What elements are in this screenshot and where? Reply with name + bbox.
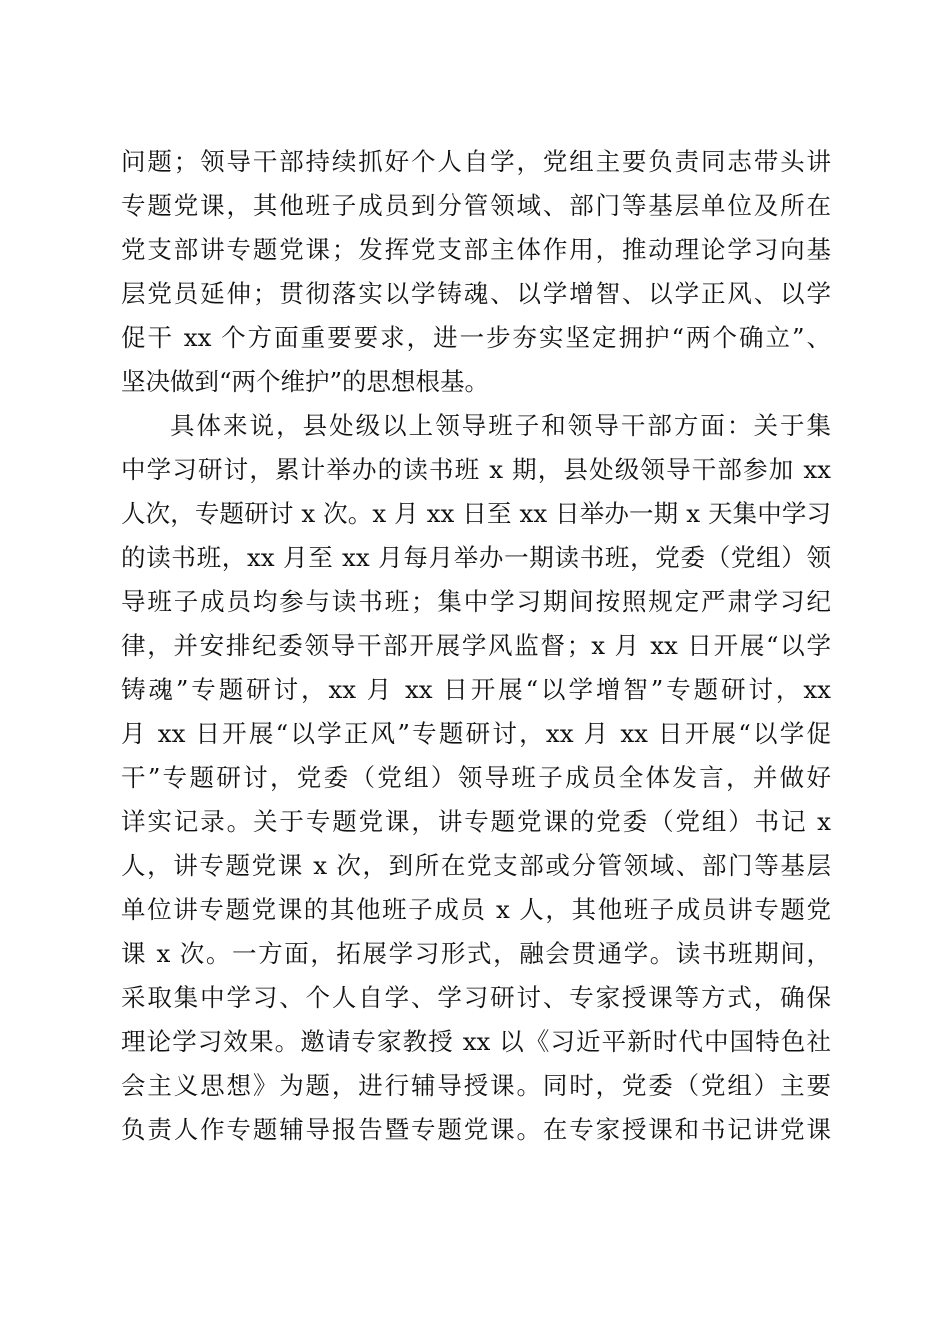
- text-line: 具体来说，县处级以上领导班子和领导干部方面：关于集: [170, 411, 831, 440]
- text-line: 课 x 次。一方面，拓展学习形式，融会贯通学。读书班期间，: [121, 939, 831, 968]
- paragraph-2: [121, 404, 831, 1152]
- text-line: 人次，专题研讨 x 次。x 月 xx 日至 xx 日举办一期 x 天集中学习: [121, 499, 831, 528]
- text-line: 层党员延伸；贯彻落实以学铸魂、以学增智、以学正风、以学: [121, 279, 831, 308]
- text-line: 的读书班，xx 月至 xx 月每月举办一期读书班，党委（党组）领: [121, 543, 831, 572]
- text-line: 中学习研讨，累计举办的读书班 x 期，县处级领导干部参加 xx: [121, 455, 831, 484]
- text-line: 人，讲专题党课 x 次，到所在党支部或分管领域、部门等基层: [121, 851, 831, 880]
- text-line: 采取集中学习、个人自学、学习研讨、专家授课等方式，确保: [121, 983, 831, 1012]
- text-line: 详实记录。关于专题党课，讲专题党课的党委（党组）书记 x: [121, 807, 831, 836]
- text-line: 单位讲专题党课的其他班子成员 x 人，其他班子成员讲专题党: [121, 895, 831, 924]
- text-line: 促干 xx 个方面重要要求，进一步夯实坚定拥护“两个确立”、: [121, 323, 831, 352]
- text-line: 党支部讲专题党课；发挥党支部主体作用，推动理论学习向基: [121, 235, 831, 264]
- text-line: 干”专题研讨，党委（党组）领导班子成员全体发言，并做好: [121, 763, 831, 792]
- text-line: 会主义思想》为题，进行辅导授课。同时，党委（党组）主要: [121, 1071, 831, 1100]
- text-line: 负责人作专题辅导报告暨专题党课。在专家授课和书记讲党课: [121, 1115, 831, 1144]
- text-line: 专题党课，其他班子成员到分管领域、部门等基层单位及所在: [121, 191, 831, 220]
- text-line: 月 xx 日开展“以学正风”专题研讨，xx 月 xx 日开展“以学促: [121, 719, 831, 748]
- document-body: [121, 140, 831, 1152]
- text-line: 律，并安排纪委领导干部开展学风监督；x 月 xx 日开展“以学: [121, 631, 831, 660]
- paragraph-1: [121, 140, 831, 404]
- text-line: 铸魂”专题研讨，xx 月 xx 日开展“以学增智”专题研讨，xx: [121, 675, 831, 704]
- text-line: 理论学习效果。邀请专家教授 xx 以《习近平新时代中国特色社: [121, 1027, 831, 1056]
- text-line: 坚决做到“两个维护”的思想根基。: [121, 367, 490, 396]
- text-line: 问题；领导干部持续抓好个人自学，党组主要负责同志带头讲: [121, 147, 831, 176]
- text-line: 导班子成员均参与读书班；集中学习期间按照规定严肃学习纪: [121, 587, 831, 616]
